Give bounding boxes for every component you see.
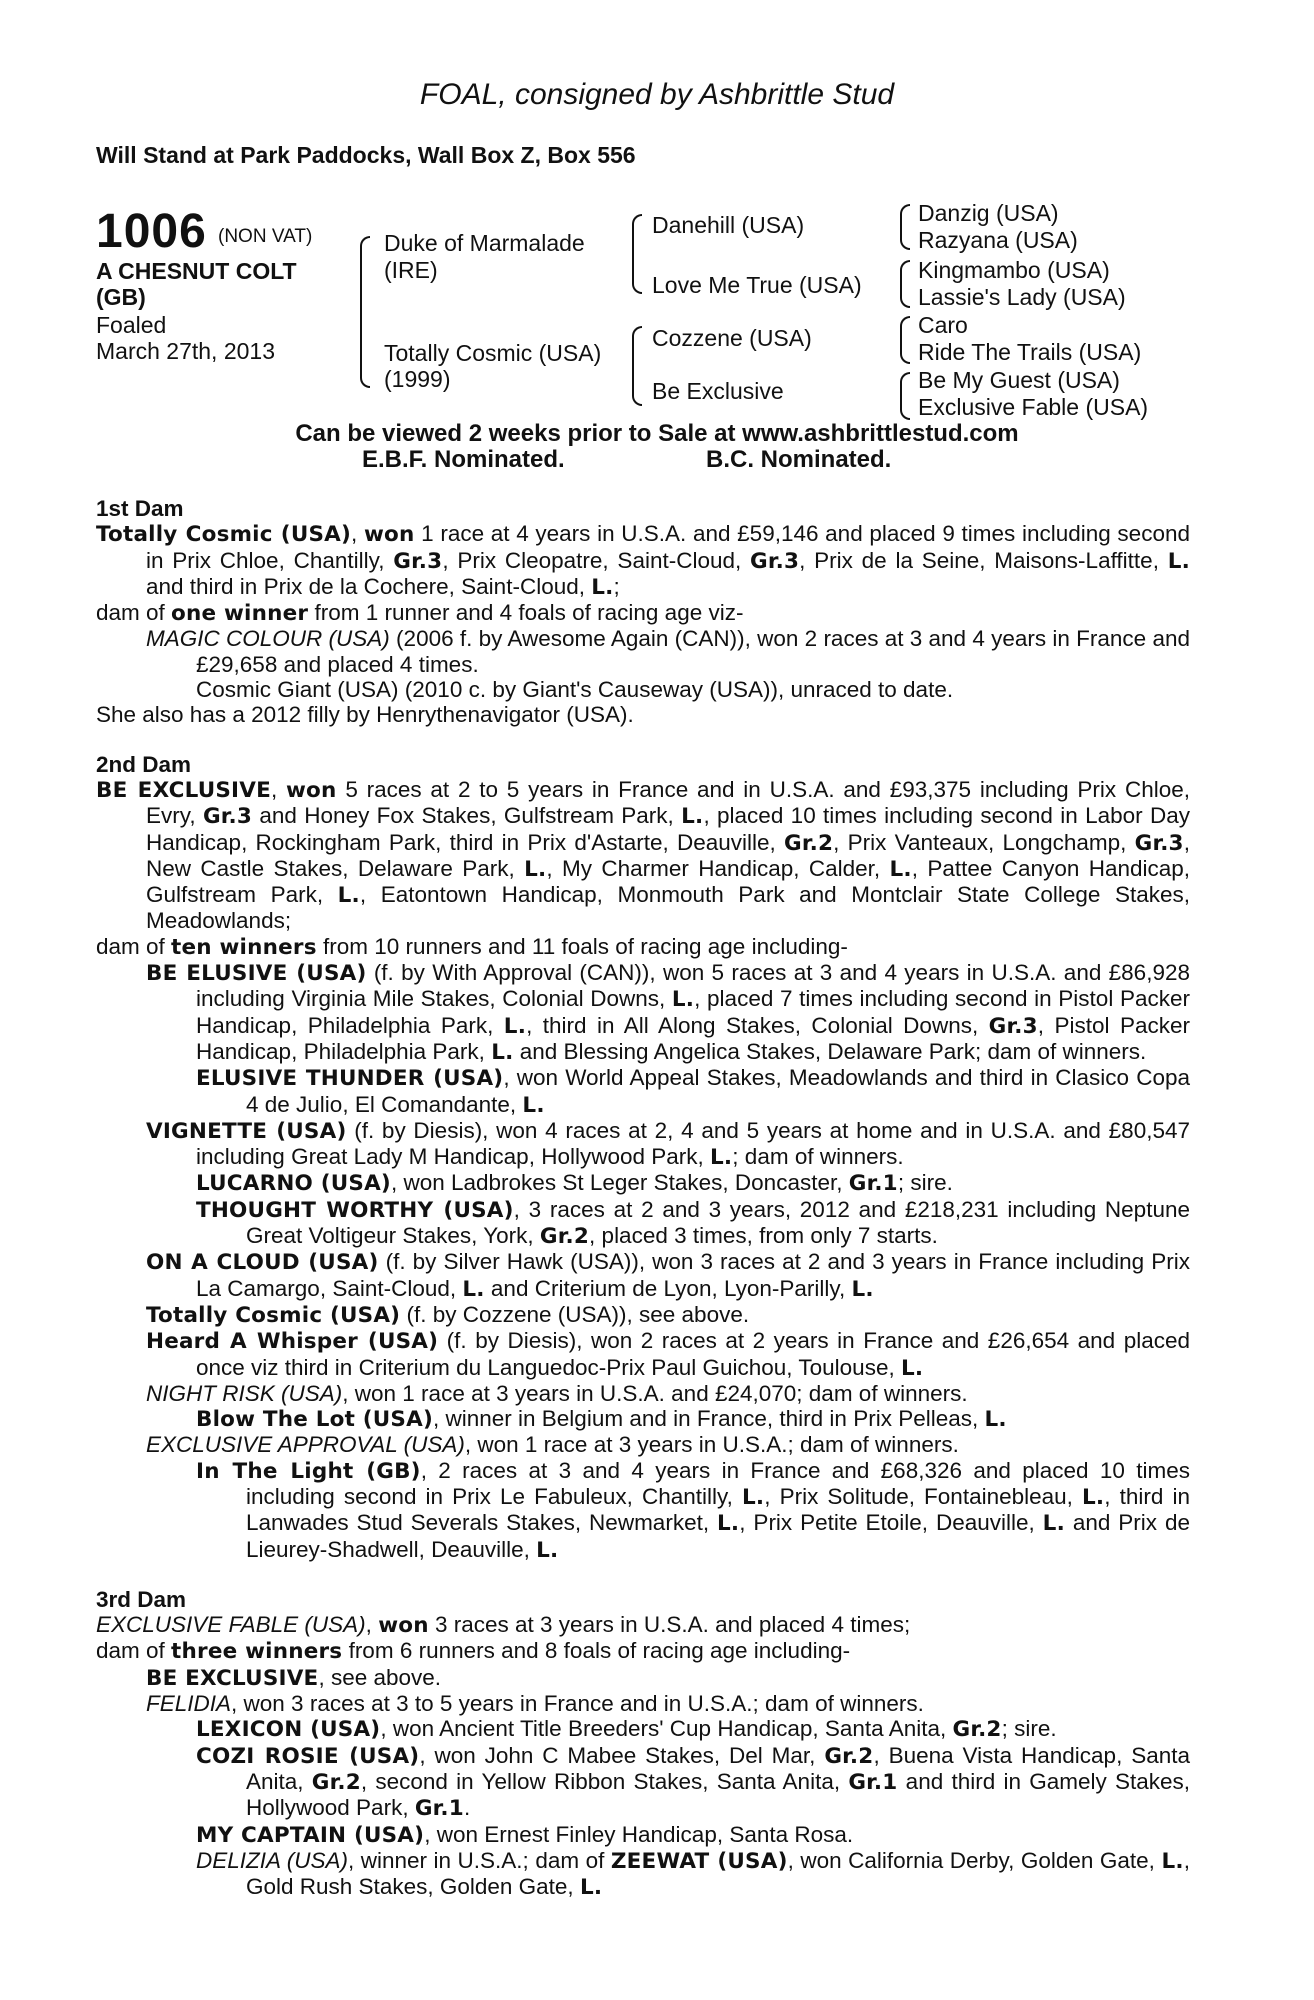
bold-text: won bbox=[286, 777, 337, 803]
bold-text: Totally Cosmic (USA) bbox=[96, 522, 352, 548]
race-record-paragraph bbox=[96, 702, 1190, 727]
bold-text: LUCARNO (USA) bbox=[196, 1171, 391, 1197]
bold-text: L. bbox=[1167, 548, 1190, 574]
text: , Gold Rush Stakes, Golden Gate, bbox=[246, 1847, 1190, 1900]
bold-text: won bbox=[363, 522, 415, 548]
brace-sd bbox=[900, 260, 910, 308]
text: , won Ladbrokes St Leger Stakes, Doncaster, bbox=[390, 1170, 849, 1196]
race-record-paragraph bbox=[96, 521, 1190, 600]
bold-text: Gr.3 bbox=[750, 548, 800, 574]
text: . bbox=[463, 1795, 471, 1821]
pedigree-sss: Danzig (USA) bbox=[918, 200, 1059, 226]
bold-text: BE EXCLUSIVE bbox=[146, 1665, 319, 1691]
race-record-paragraph bbox=[96, 1716, 1190, 1742]
bold-text: LEXICON (USA) bbox=[196, 1717, 381, 1743]
text: , won Ernest Finley Handicap, Santa Rosa. bbox=[424, 1821, 854, 1847]
race-record-paragraph bbox=[96, 1822, 1190, 1848]
race-record-paragraph bbox=[96, 1458, 1190, 1563]
ebf-nominated: E.B.F. Nominated. bbox=[362, 446, 565, 473]
section-heading: 3rd Dam bbox=[96, 1586, 187, 1612]
dam-section bbox=[96, 752, 1190, 1563]
bold-text: L. bbox=[717, 1511, 740, 1537]
race-record-paragraph bbox=[96, 1381, 1190, 1406]
section-heading: 1st Dam bbox=[96, 496, 184, 521]
text: , won 1 race at 3 years in U.S.A. and £24,070; dam of winners. bbox=[342, 1380, 968, 1406]
text: , third in All Along Stakes, Colonial Downs, bbox=[526, 1012, 989, 1038]
text: , won World Appeal Stakes, Meadowlands and third in Clasico Copa 4 de Julio, El Comandante, bbox=[246, 1065, 1190, 1117]
bold-text: L. bbox=[1042, 1511, 1065, 1537]
brace-ss bbox=[900, 204, 910, 250]
text: , Prix Cleopatre, Saint-Cloud, bbox=[442, 547, 751, 573]
text: dam of bbox=[96, 1638, 172, 1664]
race-record-paragraph bbox=[96, 1065, 1190, 1118]
text: , Prix Petite Etoile, Deauville, bbox=[739, 1510, 1043, 1536]
pedigree-sdd: Lassie's Lady (USA) bbox=[918, 284, 1126, 310]
italic-text: EXCLUSIVE APPROVAL (USA) bbox=[146, 1432, 465, 1458]
race-record-paragraph bbox=[96, 1197, 1190, 1250]
race-record-paragraph bbox=[96, 1406, 1190, 1432]
text: , won California Derby, Golden Gate, bbox=[787, 1847, 1162, 1873]
bold-text: COZI ROSIE (USA) bbox=[196, 1743, 420, 1769]
foal-date: March 27th, 2013 bbox=[96, 338, 276, 364]
text: (f. by Diesis), won 2 races at 2 years in France and £26,654 and placed once viz third in Criterium du Languedoc-Prix Paul Guichou, Toulouse, bbox=[196, 1328, 1191, 1380]
bold-text: Gr.1 bbox=[848, 1171, 898, 1197]
bold-text: L. bbox=[579, 1875, 603, 1901]
bold-text: In The Light (GB) bbox=[196, 1458, 421, 1484]
race-record-paragraph bbox=[96, 1743, 1190, 1822]
pedigree-dam-year: (1999) bbox=[384, 366, 451, 392]
bold-text: L. bbox=[741, 1484, 765, 1510]
text: dam of bbox=[96, 933, 172, 959]
race-record-paragraph bbox=[96, 1432, 1190, 1457]
text: and Honey Fox Stakes, Gulfstream Park, bbox=[252, 803, 682, 829]
text: , placed 10 times including second in Labor Day Handicap, Rockingham Park, third in Prix d'Astarte, Deauville, bbox=[146, 803, 1190, 855]
bc-nominated: B.C. Nominated. bbox=[706, 446, 892, 473]
bold-text: L. bbox=[710, 1145, 733, 1171]
bold-text: L. bbox=[851, 1276, 874, 1302]
foaled-label: Foaled bbox=[96, 312, 167, 338]
race-record-paragraph bbox=[96, 1848, 1190, 1901]
text: ; dam of winners. bbox=[732, 1144, 904, 1170]
text: Cosmic Giant (USA) (2010 c. by Giant's Causeway (USA)), unraced to date. bbox=[196, 677, 954, 703]
text: , placed 3 times, from only 7 starts. bbox=[589, 1223, 938, 1249]
dam-section bbox=[96, 1587, 1190, 1901]
text: and Criterium de Lyon, Lyon-Parilly, bbox=[484, 1275, 852, 1301]
bold-text: L. bbox=[889, 856, 912, 882]
section-heading: 2nd Dam bbox=[96, 751, 192, 777]
text: (f. by Silver Hawk (USA)), won 3 races at 2 and 3 years in France including Prix La Camargo, Saint-Cloud, bbox=[196, 1249, 1190, 1301]
text: ; bbox=[613, 573, 620, 599]
pedigree-ssd: Razyana (USA) bbox=[918, 227, 1078, 253]
race-record-paragraph bbox=[96, 1302, 1190, 1328]
text: She also has a 2012 filly by Henrythenavigator (USA). bbox=[96, 702, 634, 728]
text: , bbox=[351, 521, 364, 547]
pedigree-sire-country: (IRE) bbox=[384, 257, 438, 283]
stand-location: Will Stand at Park Paddocks, Wall Box Z, Box 556 bbox=[96, 142, 636, 168]
race-record-paragraph bbox=[96, 934, 1190, 960]
bold-text: L. bbox=[462, 1276, 485, 1302]
bold-text: L. bbox=[1082, 1484, 1105, 1510]
bold-text: VIGNETTE (USA) bbox=[146, 1118, 347, 1144]
pedigree-dam-sire: Cozzene (USA) bbox=[652, 325, 812, 351]
race-record-paragraph bbox=[96, 677, 1190, 702]
bold-text: three winners bbox=[171, 1639, 343, 1665]
bold-text: Gr.1 bbox=[848, 1769, 898, 1795]
bold-text: Gr.2 bbox=[311, 1769, 361, 1795]
catalogue-body bbox=[96, 496, 1190, 1900]
race-record-paragraph bbox=[96, 600, 1190, 626]
text: , winner in U.S.A.; dam of bbox=[347, 1847, 611, 1873]
text: and Blessing Angelica Stakes, Delaware Park; dam of winners. bbox=[513, 1038, 1147, 1064]
bold-text: L. bbox=[681, 804, 704, 830]
race-record-paragraph bbox=[96, 626, 1190, 677]
brace-ds bbox=[900, 316, 910, 364]
italic-text: EXCLUSIVE FABLE (USA) bbox=[96, 1612, 366, 1638]
bold-text: BE ELUSIVE (USA) bbox=[146, 961, 367, 987]
viewing-note: Can be viewed 2 weeks prior to Sale at www.ashbrittlestud.com bbox=[295, 420, 1019, 447]
text: from 6 runners and 8 foals of racing age including- bbox=[342, 1638, 851, 1664]
text: and third in Gamely Stakes, Hollywood Park, bbox=[246, 1768, 1190, 1821]
bold-text: Heard A Whisper (USA) bbox=[146, 1329, 439, 1355]
text: 5 races at 2 to 5 years in France and in U.S.A. and £93,375 including Prix Chloe, Evry, bbox=[146, 776, 1190, 829]
bold-text: L. bbox=[984, 1407, 1007, 1433]
text: , placed 7 times including second in Pistol Packer Handicap, Philadelphia Park, bbox=[196, 986, 1190, 1038]
pedigree-dam-dam: Be Exclusive bbox=[652, 378, 784, 404]
bold-text: Gr.3 bbox=[988, 1013, 1038, 1039]
pedigree-dds: Be My Guest (USA) bbox=[918, 367, 1120, 393]
race-record-paragraph bbox=[96, 1249, 1190, 1302]
text: , won Ancient Title Breeders' Cup Handicap, Santa Anita, bbox=[380, 1716, 953, 1742]
lot-origin: (GB) bbox=[96, 284, 146, 310]
text: , Pattee Canyon Handicap, Gulfstream Park, bbox=[146, 855, 1191, 908]
text: , won John C Mabee Stakes, Del Mar, bbox=[419, 1742, 825, 1768]
bold-text: ten winners bbox=[171, 934, 317, 960]
dam-section bbox=[96, 496, 1190, 728]
pedigree-sire: Duke of Marmalade bbox=[384, 230, 585, 256]
bold-text: L. bbox=[524, 856, 547, 882]
vat-status: (NON VAT) bbox=[218, 226, 313, 247]
bold-text: ELUSIVE THUNDER (USA) bbox=[196, 1066, 504, 1092]
text: from 10 runners and 11 foals of racing age including- bbox=[316, 933, 848, 959]
bold-text: Gr.2 bbox=[824, 1743, 874, 1769]
bold-text: Gr.2 bbox=[952, 1717, 1002, 1743]
bold-text: Totally Cosmic (USA) bbox=[146, 1302, 401, 1328]
brace-main bbox=[360, 236, 370, 388]
italic-text: NIGHT RISK (USA) bbox=[146, 1380, 343, 1406]
text: , Pistol Packer Handicap, Philadelphia Park, bbox=[196, 1012, 1190, 1064]
text: , Prix Solitude, Fontainebleau, bbox=[764, 1483, 1083, 1509]
text: (f. by With Approval (CAN)), won 5 races at 3 and 4 years in U.S.A. and £86,928 including Virginia Mile Stakes, Colonial Downs, bbox=[196, 960, 1190, 1012]
race-record-paragraph bbox=[96, 1665, 1190, 1691]
bold-text: L. bbox=[522, 1092, 545, 1118]
lot-number: 1006 bbox=[96, 205, 207, 258]
pedigree-ddd: Exclusive Fable (USA) bbox=[918, 394, 1149, 420]
text: , winner in Belgium and in France, third in Prix Pelleas, bbox=[432, 1406, 985, 1432]
race-record-paragraph bbox=[96, 1612, 1190, 1638]
text: dam of bbox=[96, 600, 172, 626]
text: , 2 races at 3 and 4 years in France and £68,326 and placed 10 times including second in Prix Le Fabuleux, Chantilly, bbox=[246, 1457, 1190, 1509]
race-record-paragraph bbox=[96, 1691, 1190, 1716]
text: (f. by Cozzene (USA)), see above. bbox=[400, 1301, 750, 1327]
race-record-paragraph bbox=[96, 1170, 1190, 1196]
text: , see above. bbox=[318, 1664, 442, 1690]
italic-text: DELIZIA (USA) bbox=[196, 1847, 348, 1873]
race-record-paragraph bbox=[96, 1638, 1190, 1664]
bold-text: Gr.3 bbox=[393, 548, 443, 574]
pedigree-sds: Kingmambo (USA) bbox=[918, 257, 1110, 283]
text: , third in Lanwades Stud Severals Stakes, Newmarket, bbox=[246, 1483, 1191, 1536]
race-record-paragraph bbox=[96, 1328, 1190, 1381]
text: 1 race at 4 years in U.S.A. and £59,146 and placed 9 times including second in Prix Chloe, Chantilly, bbox=[146, 521, 1190, 573]
bold-text: THOUGHT WORTHY (USA) bbox=[196, 1197, 514, 1223]
text: and Prix de Lieurey-Shadwell, Deauville, bbox=[246, 1510, 1190, 1562]
text: , bbox=[270, 776, 286, 802]
text: , Buena Vista Handicap, Santa Anita, bbox=[246, 1742, 1191, 1794]
bold-text: ON A CLOUD (USA) bbox=[146, 1250, 379, 1276]
text: , bbox=[365, 1612, 379, 1638]
bold-text: MY CAPTAIN (USA) bbox=[196, 1822, 425, 1848]
race-record-paragraph bbox=[96, 777, 1190, 934]
bold-text: L. bbox=[1161, 1848, 1184, 1874]
text: and third in Prix de la Cochere, Saint-Cloud, bbox=[146, 573, 592, 599]
bold-text: L. bbox=[536, 1537, 559, 1563]
text: , My Charmer Handicap, Calder, bbox=[546, 855, 890, 881]
bold-text: one winner bbox=[171, 601, 309, 627]
brace-dam bbox=[632, 326, 642, 406]
brace-sire bbox=[632, 214, 642, 294]
bold-text: Gr.3 bbox=[1134, 830, 1184, 856]
bold-text: Gr.3 bbox=[202, 804, 253, 830]
race-record-paragraph bbox=[96, 1118, 1190, 1171]
bold-text: L. bbox=[337, 883, 360, 909]
brace-dd bbox=[900, 372, 910, 420]
text: , won 1 race at 3 years in U.S.A.; dam of winners. bbox=[464, 1432, 959, 1458]
italic-text: MAGIC COLOUR (USA) bbox=[146, 626, 390, 652]
text: from 1 runner and 4 foals of racing age viz- bbox=[308, 600, 744, 626]
text: (f. by Diesis), won 4 races at 2, 4 and 5 years at home and in U.S.A. and £80,547 including Great Lady M Handicap, Hollywood Park, bbox=[196, 1117, 1191, 1170]
text: 3 races at 3 years in U.S.A. and placed 4 times; bbox=[428, 1612, 911, 1638]
text: ; sire. bbox=[897, 1170, 953, 1196]
pedigree-dam: Totally Cosmic (USA) bbox=[384, 340, 602, 366]
text: , 3 races at 2 and 3 years, 2012 and £218,231 including Neptune Great Voltigeur Stakes, York, bbox=[246, 1196, 1190, 1249]
bold-text: L. bbox=[503, 1013, 527, 1039]
pedigree-sire-sire: Danehill (USA) bbox=[652, 212, 805, 238]
text: , New Castle Stakes, Delaware Park, bbox=[146, 829, 1190, 881]
text: , Prix Vanteaux, Longchamp, bbox=[833, 829, 1135, 855]
pedigree-sire-dam: Love Me True (USA) bbox=[652, 272, 862, 298]
bold-text: L. bbox=[900, 1355, 924, 1381]
text: , second in Yellow Ribbon Stakes, Santa Anita, bbox=[360, 1768, 849, 1794]
italic-text: FELIDIA bbox=[146, 1691, 232, 1717]
text: , Prix de la Seine, Maisons-Laffitte, bbox=[799, 547, 1168, 573]
race-record-paragraph bbox=[96, 960, 1190, 1065]
bold-text: Blow The Lot (USA) bbox=[196, 1407, 433, 1433]
bold-text: L. bbox=[671, 987, 695, 1013]
bold-text: won bbox=[378, 1613, 429, 1639]
pedigree-dss: Caro bbox=[918, 312, 968, 338]
bold-text: BE EXCLUSIVE bbox=[96, 777, 271, 803]
text: , won 3 races at 3 to 5 years in France and in U.S.A.; dam of winners. bbox=[231, 1691, 924, 1717]
lot-description: A CHESNUT COLT bbox=[96, 258, 297, 284]
bold-text: L. bbox=[591, 574, 614, 600]
bold-text: Gr.2 bbox=[539, 1224, 590, 1250]
consignment-title: FOAL, consigned by Ashbrittle Stud bbox=[419, 78, 895, 111]
text: ; sire. bbox=[1001, 1716, 1057, 1742]
text: (2006 f. by Awesome Again (CAN)), won 2 races at 3 and 4 years in France and £29,658 and placed 4 times. bbox=[196, 626, 1190, 677]
bold-text: ZEEWAT (USA) bbox=[610, 1848, 788, 1874]
pedigree-dsd: Ride The Trails (USA) bbox=[918, 339, 1142, 365]
bold-text: Gr.2 bbox=[784, 830, 834, 856]
text: , Eatontown Handicap, Monmouth Park and Montclair State College Stakes, Meadowlands; bbox=[146, 882, 1190, 934]
bold-text: L. bbox=[491, 1039, 514, 1065]
bold-text: Gr.1 bbox=[414, 1796, 464, 1822]
